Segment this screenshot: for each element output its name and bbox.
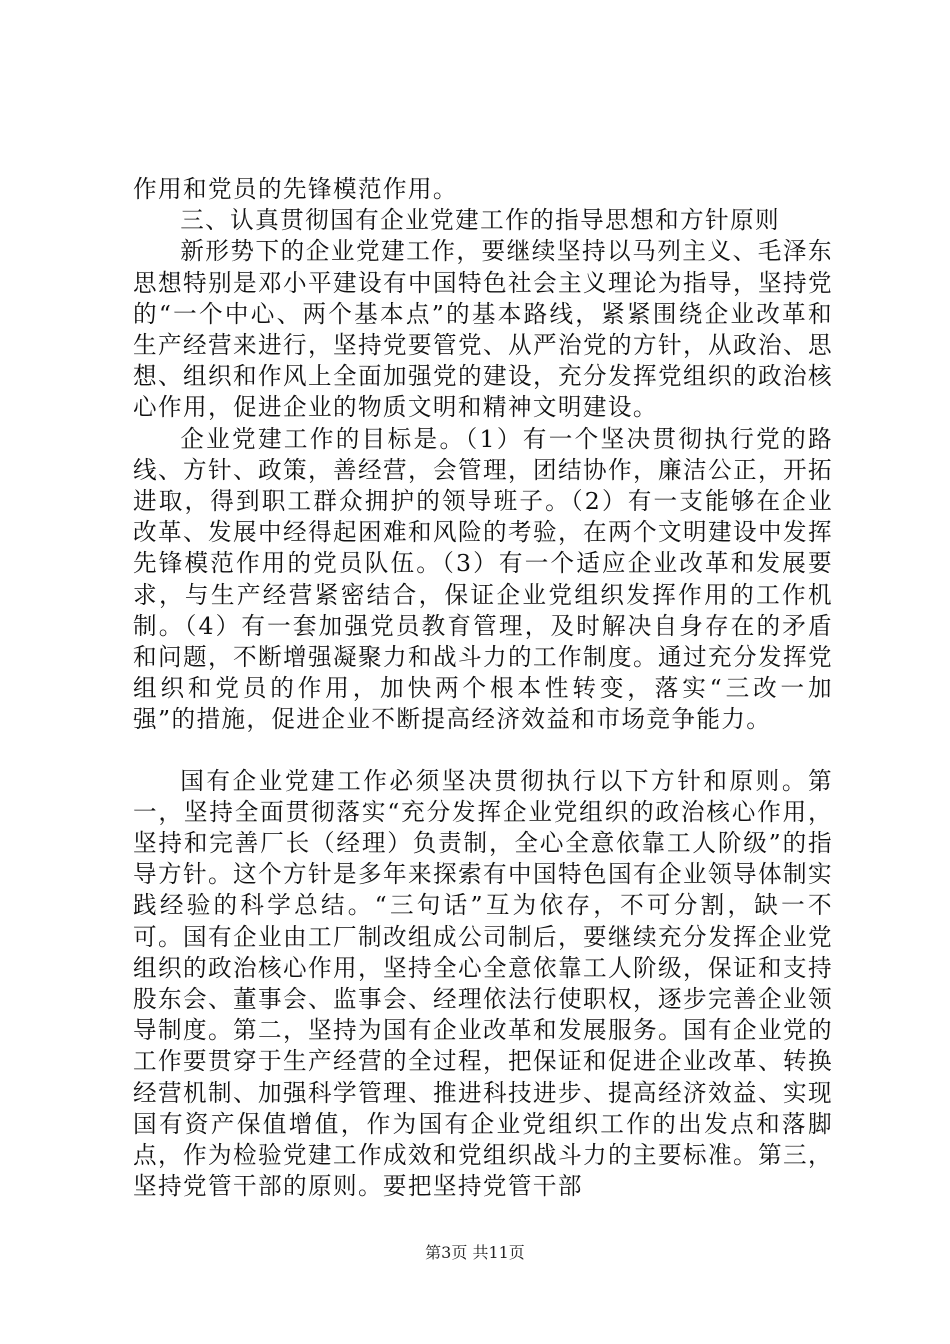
paragraph-principles: 国有企业党建工作必须坚决贯彻执行以下方针和原则。第一，坚持全面贯彻落实“充分发挥企业党组织的政治核心作用，坚持和完善厂长（经理）负责制，全心全意依靠工人阶级”的指导方针。这个方针是多年来探索有中国特色国有企业领导体制实践经验的科学总结。“三句话”互为依存，不可分割，缺一不可。国有企业由工厂制改组成公司制后，要继续充分发挥企业党组织的政治核心作用，坚持全心全意依靠工人阶级，保证和支持股东会、董事会、监事会、经理依法行使职权，逐步完善企业领导制度。第二，坚持为国有企业改革和发展服务。国有企业党的工作要贯穿于生产经营的全过程，把保证和促进企业改革、转换经营机制、加强科学管理、推进科技进步、提高经济效益、实现国有资产保值增值，作为国有企业党组织工作的出发点和落脚点，作为检验党建工作成效和党组织战斗力的主要标准。第三，坚持党管干部的原则。要把坚持党管干部	[133, 766, 833, 1201]
paragraph-goals: 企业党建工作的目标是。（1）有一个坚决贯彻执行党的路线、方针、政策，善经营，会管理，团结协作，廉洁公正，开拓进取，得到职工群众拥护的领导班子。（2）有一支能够在企业改革、发展中经得起困难和风险的考验，在两个文明建设中发挥先锋模范作用的党员队伍。（3）有一个适应企业改革和发展要求，与生产经营紧密结合，保证企业党组织发挥作用的工作机制。（4）有一套加强党员教育管理，及时解决自身存在的矛盾和问题，不断增强凝聚力和战斗力的工作制度。通过充分发挥党组织和党员的作用，加快两个根本性转变，落实“三改一加强”的措施，促进企业不断提高经济效益和市场竞争能力。	[133, 424, 833, 734]
paragraph-guiding-thought: 新形势下的企业党建工作，要继续坚持以马列主义、毛泽东思想特别是邓小平建设有中国特色社会主义理论为指导，坚持党的“一个中心、两个基本点”的基本路线，紧紧围绕企业改革和生产经营来进行，坚持党要管党、从严治党的方针，从政治、思想、组织和作风上全面加强党的建设，充分发挥党组织的政治核心作用，促进企业的物质文明和精神文明建设。	[133, 237, 833, 422]
paragraph-spacer	[133, 736, 833, 766]
section-heading: 三、认真贯彻国有企业党建工作的指导思想和方针原则	[180, 206, 781, 235]
paragraph-continuation: 作用和党员的先锋模范作用。	[133, 175, 458, 203]
page-number: 第3页 共11页	[425, 1243, 525, 1262]
document-body	[133, 174, 833, 1203]
